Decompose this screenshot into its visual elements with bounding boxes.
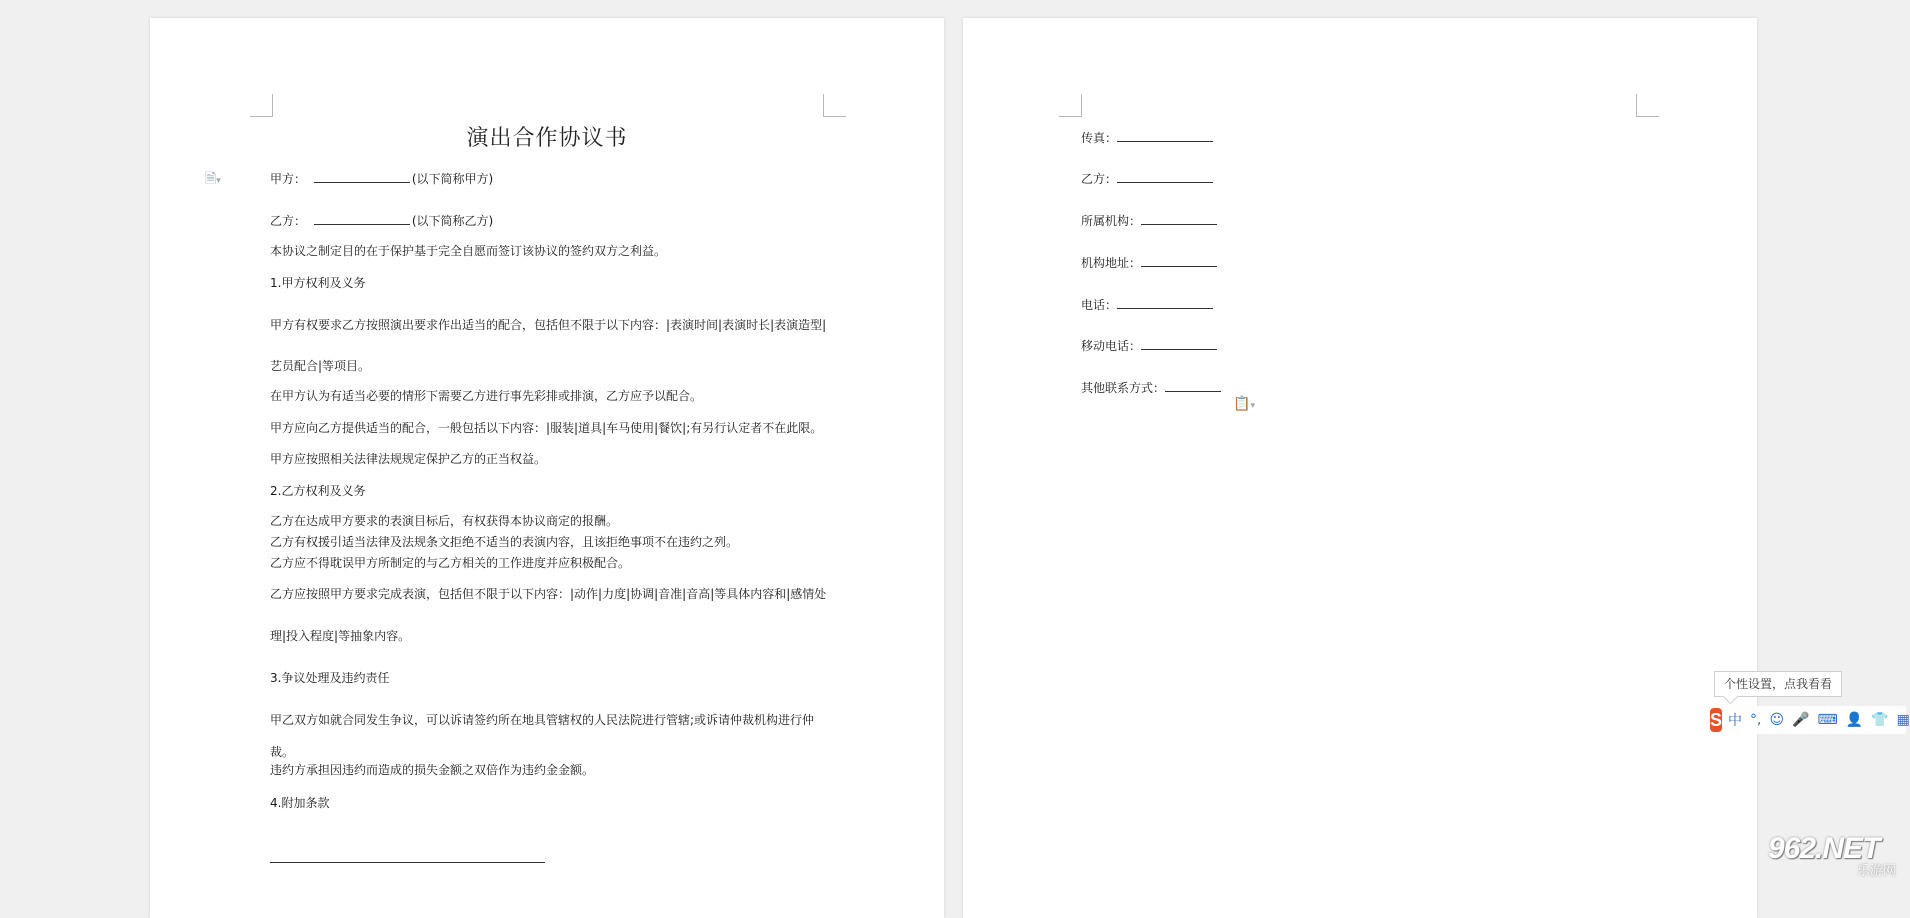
section-2-para-2: 乙方有权援引适当法律及法规条文拒绝不适当的表演内容，且该拒绝事项不在违约之列。 (270, 535, 739, 549)
fax-line (1081, 130, 1215, 145)
section-3-para-1a: 甲乙双方如就合同发生争议，可以诉请签约所在地具管辖权的人民法院进行管辖;或诉请仲裁机构进行仲 (270, 713, 815, 727)
ime-logo-icon[interactable]: S (1710, 710, 1723, 730)
party-b-line (270, 213, 493, 228)
org-line (1081, 213, 1219, 228)
page-1 (150, 18, 944, 918)
section-2-heading: 2.乙方权利及义务 (270, 484, 366, 498)
margin-corner-top-left (1059, 94, 1082, 117)
user-icon[interactable]: 👤 (1845, 712, 1864, 728)
phone-blank[interactable] (1117, 297, 1213, 309)
org-address-blank[interactable] (1141, 255, 1217, 267)
page-2 (963, 18, 1757, 918)
other-contact-line (1081, 380, 1223, 395)
grid-icon[interactable]: ▦ (1896, 712, 1910, 728)
org-address-label: 机构地址： (1081, 256, 1142, 270)
section-2-para-4b: 理|投入程度|等抽象内容。 (270, 629, 411, 643)
org-blank[interactable] (1141, 213, 1217, 225)
additional-terms-blank[interactable] (270, 862, 545, 863)
phone-label: 电话： (1081, 298, 1118, 312)
mobile-line (1081, 338, 1219, 353)
ime-mode-toggle[interactable]: 中 (1728, 713, 1743, 729)
section-2-para-3: 乙方应不得耽误甲方所制定的与乙方相关的工作进度并应积极配合。 (270, 556, 631, 570)
party-a-line (270, 171, 493, 186)
fax-label: 传真： (1081, 131, 1118, 145)
microphone-icon[interactable]: 🎤 (1792, 712, 1810, 728)
section-1-para-4: 甲方应按照相关法律法规规定保护乙方的正当权益。 (270, 452, 547, 466)
document-options-icon[interactable]: 🗎▾ (205, 171, 221, 187)
party-a-label: 甲方： (270, 172, 307, 186)
party-b-suffix: (以下简称乙方) (411, 214, 494, 228)
section-2-para-1: 乙方在达成甲方要求的表演目标后，有权获得本协议商定的报酬。 (270, 514, 619, 528)
party-a-suffix: (以下简称甲方) (411, 172, 494, 186)
section-1-para-3: 甲方应向乙方提供适当的配合，一般包括以下内容：|服装|道具|车马使用|餐饮|;有另行认定者不在此限。 (270, 421, 823, 435)
skin-icon[interactable]: 👕 (1871, 712, 1889, 728)
margin-corner-top-left (250, 94, 273, 117)
section-1-para-1b: 艺员配合|等项目。 (270, 359, 371, 373)
ime-settings-tooltip[interactable]: 个性设置，点我看看 (1714, 671, 1842, 697)
party-a-blank[interactable] (314, 171, 410, 183)
margin-corner-top-right (823, 94, 846, 117)
party-b-contact-line (1081, 171, 1215, 186)
mobile-label: 移动电话： (1081, 339, 1142, 353)
section-3-para-2: 违约方承担因违约而造成的损失金额之双倍作为违约金金额。 (270, 763, 595, 777)
watermark-main-text: 962.NET (1768, 832, 1880, 865)
fax-blank[interactable] (1117, 130, 1213, 142)
party-b-blank[interactable] (314, 213, 410, 225)
section-1-para-1a: 甲方有权要求乙方按照演出要求作出适当的配合，包括但不限于以下内容：|表演时间|表演时长|表演造型| (270, 318, 827, 332)
phone-line (1081, 297, 1215, 312)
document-title: 演出合作协议书 (466, 126, 628, 151)
section-2-para-4a: 乙方应按照甲方要求完成表演，包括但不限于以下内容：|动作|力度|协调|音准|音高|等具体内容和|感情处 (270, 587, 827, 601)
ime-toolbar (1710, 706, 1910, 734)
mobile-blank[interactable] (1141, 338, 1217, 350)
margin-corner-top-right (1636, 94, 1659, 117)
party-b-label: 乙方： (270, 214, 307, 228)
smiley-icon[interactable]: ☺ (1769, 712, 1785, 728)
section-1-heading: 1.甲方权利及义务 (270, 276, 366, 290)
org-label: 所属机构： (1081, 214, 1142, 228)
paste-options-icon[interactable]: 📋▾ (1233, 396, 1255, 412)
party-b-contact-label: 乙方： (1081, 172, 1118, 186)
watermark-sub-text: 乐游网 (1856, 863, 1896, 878)
org-address-line (1081, 255, 1219, 270)
keyboard-icon[interactable]: ⌨ (1817, 712, 1838, 728)
other-contact-blank[interactable] (1165, 380, 1221, 392)
site-watermark-logo (1768, 832, 1900, 878)
section-1-para-2: 在甲方认为有适当必要的情形下需要乙方进行事先彩排或排演，乙方应予以配合。 (270, 389, 703, 403)
ime-punctuation-toggle[interactable]: °, (1750, 712, 1762, 728)
party-b-contact-blank[interactable] (1117, 171, 1213, 183)
section-3-heading: 3.争议处理及违约责任 (270, 671, 390, 685)
purpose-paragraph: 本协议之制定目的在于保护基于完全自愿而签订该协议的签约双方之利益。 (270, 244, 667, 258)
section-3-para-1b: 裁。 (270, 745, 295, 759)
section-4-heading: 4.附加条款 (270, 796, 330, 810)
other-contact-label: 其他联系方式： (1081, 381, 1166, 395)
